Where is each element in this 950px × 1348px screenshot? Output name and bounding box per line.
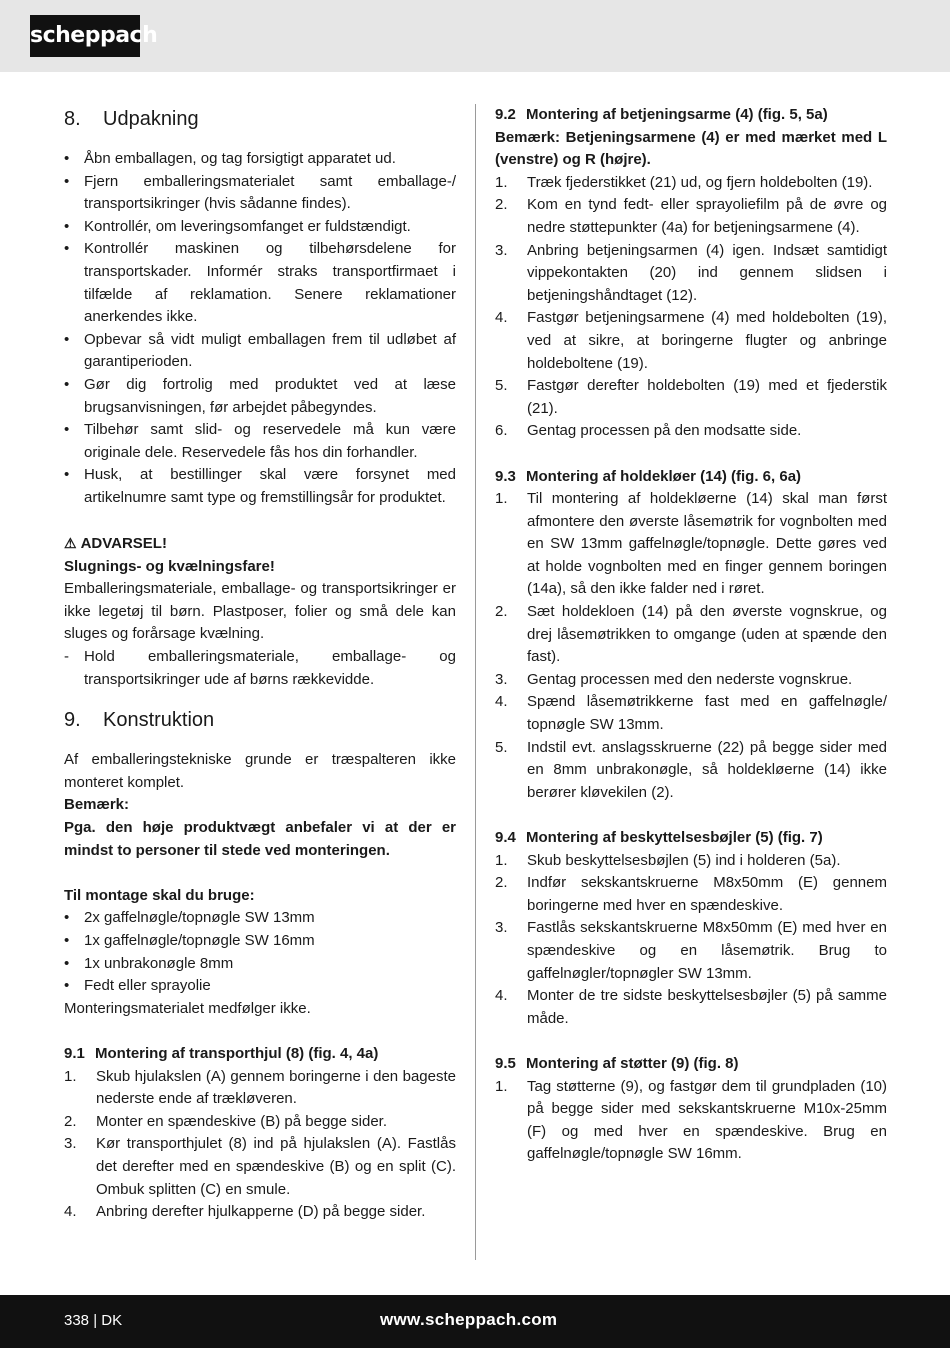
list-item: • Fedt eller sprayolie (64, 977, 211, 995)
section-9-4-steps (495, 850, 887, 1031)
section-9-intro: Af emballeringstekniske grunde er træspalteren ikke monteret komplet. (64, 751, 456, 791)
list-item: 3. Fastlås sekskantskruerne M8x50mm (E) med hver en spændeskive og en låsemøtrik. Brug to gaffelnøgler/topnøgler SW 13mm. (495, 919, 887, 982)
warning-list (64, 646, 456, 691)
list-item: 6. Gentag processen på den modsatte side. (495, 422, 802, 440)
list-item: • 2x gaffelnøgle/topnøgle SW 13mm (64, 909, 315, 927)
section-9-1-heading: 9.1 Montering af transporthjul (8) (fig. 4, 4a) (64, 1044, 379, 1062)
left-column (64, 104, 456, 1224)
website-link[interactable]: www.scheppach.com (380, 1310, 558, 1329)
list-item: • Husk, at bestillinger skal være forsynet med artikelnumre samt type og fremstillingsår for produktet. (64, 466, 456, 506)
list-item: • Tilbehør samt slid- og reservedele må kun være originale dele. Reservedele fås hos din forhandler. (64, 421, 456, 461)
list-item: - Hold emballeringsmateriale, emballage- og transportsikringer ude af børns rækkevidde. (64, 648, 456, 688)
warning-subtitle: Slugnings- og kvælningsfare! (64, 557, 275, 575)
list-item: • Opbevar så vidt muligt emballagen frem til udløbet af garantiperioden. (64, 330, 456, 371)
list-item: 3. Anbring betjeningsarmen (4) igen. Indsæt samtidigt vippekontakten (20) ind gennem slidsen i betjeningshåndtaget (12). (495, 241, 887, 304)
list-item: 4. Anbring derefter hjulkapperne (D) på begge sider. (64, 1203, 426, 1221)
section-9-5-heading: 9.5 Montering af støtter (9) (fig. 8) (495, 1054, 739, 1072)
list-item: • 1x unbrakonøgle 8mm (64, 954, 234, 972)
list-item: 1. Skub hjulakslen (A) gennem boringerne i den bageste nederste ende af trækløveren. (64, 1067, 456, 1108)
section-9-3-steps (495, 488, 887, 804)
section-9-3-heading: 9.3 Montering af holdekløer (14) (fig. 6, 6a) (495, 467, 802, 485)
page-number: 338 | DK (64, 1312, 123, 1329)
list-item: 3. Gentag processen med den nederste vognskrue. (495, 670, 853, 688)
list-item: 4. Spænd låsemøtrikkerne fast med en gaffelnøgle/ topnøgle SW 13mm. (495, 693, 887, 734)
note-label: Bemærk: (64, 796, 130, 814)
right-column (495, 104, 887, 1166)
tools-note: Monteringsmaterialet medfølger ikke. (64, 999, 311, 1017)
tools-list (64, 907, 456, 997)
section-9-4-heading: 9.4 Montering af beskyttelsesbøjler (5) (fig. 7) (495, 829, 823, 846)
column-divider (475, 104, 476, 1260)
scheppach-logo: scheppach (30, 15, 140, 57)
unpacking-list (64, 148, 456, 510)
list-item: 2. Monter en spændeskive (B) på begge sider. (64, 1112, 387, 1130)
warning-triangle-icon: ⚠ (64, 535, 77, 552)
section-8-heading: 8. Udpakning (64, 108, 199, 130)
list-item: 2. Kom en tynd fedt- eller sprayoliefilm på de øvre og nedre støttepunkter (4a) for betjeningsarmene (4). (495, 196, 887, 236)
list-item: 1. Til montering af holdekløerne (14) skal man først afmontere den øverste låsemøtrik for vognbolten med en SW 13mm gaffelnøgle/topnøgle. Dette gøres ved at holde vognbolten med en finger gennem boringen (14a), så den ikke falder ned i røret. (495, 490, 887, 598)
list-item: 3. Kør transporthjulet (8) ind på hjulakslen (A). Fastlås det derefter med en spændeskive (B) og en split (C). Ombuk splitten (C) en smule. (64, 1135, 456, 1198)
section-9-heading: 9. Konstruktion (64, 709, 215, 732)
list-item: • Åbn emballagen, og tag forsigtigt apparatet ud. (64, 150, 396, 167)
list-item: • 1x gaffelnøgle/topnøgle SW 16mm (64, 932, 315, 949)
list-item: 5. Fastgør derefter holdebolten (19) med et fjederstik (21). (495, 377, 887, 417)
list-item: 1. Træk fjederstikket (21) ud, og fjern holdebolten (19). (495, 173, 873, 191)
list-item: 1. Skub beskyttelsesbøjlen (5) ind i holderen (5a). (495, 851, 841, 869)
tools-title: Til montage skal du bruge: (64, 886, 255, 904)
list-item: 1. Tag støtterne (9), og fastgør dem til grundpladen (10) på begge sider med sekskantskruerne M10x-25mm (F) og med hver en spændeskive. Brug en gaffelnøgle/topnøgle SW 16mm. (495, 1077, 887, 1163)
section-9-5-steps (495, 1076, 887, 1166)
list-item: 2. Sæt holdekloen (14) på den øverste vognskrue, og drej låsemøtrikken to omgange (uden at spænde den fast). (495, 603, 887, 666)
warning-title: ⚠ ADVARSEL! (64, 532, 456, 556)
list-item: 4. Fastgør betjeningsarmene (4) med holdebolten (19), ved at sikre, at boringerne flugter og anbringe holdeboltene (19). (495, 309, 887, 372)
section-9-1-steps (64, 1066, 456, 1224)
page-footer (0, 1295, 950, 1348)
section-9-2-heading: 9.2 Montering af betjeningsarme (4) (fig. 5, 5a) (495, 106, 828, 123)
list-item: 2. Indfør sekskantskruerne M8x50mm (E) gennem boringerne med hver en spændeskive. (495, 874, 887, 914)
list-item: • Kontrollér maskinen og tilbehørsdelene for transportskader. Informér straks transportfirmaet i tilfælde af reklamation. Senere reklamationer anerkendes ikke. (64, 240, 456, 326)
warning-text: Emballeringsmateriale, emballage- og transportsikringer er ikke legetøj til børn. Plastposer, folier og små dele kan sluges og forårsage kvælning. (64, 580, 456, 643)
note-text: Pga. den høje produktvægt anbefaler vi at der er mindst to personer til stede ved monteringen. (64, 819, 456, 859)
section-9-2-note: Bemærk: Betjeningsarmene (4) er med mærket med L (venstre) og R (højre). (495, 128, 887, 169)
page-header (0, 0, 950, 72)
list-item: • Gør dig fortrolig med produktet ved at læse brugsanvisningen, før arbejdet påbegyndes. (64, 375, 456, 416)
list-item: • Kontrollér, om leveringsomfanget er fuldstændigt. (64, 217, 411, 235)
section-9-2-steps (495, 172, 887, 443)
list-item: 4. Monter de tre sidste beskyttelsesbøjler (5) på samme måde. (495, 987, 887, 1027)
list-item: 5. Indstil evt. anslagsskruerne (22) på begge sider med en 8mm unbrakonøgle, så holdekløerne (14) ikke berører kløvekilen (2). (495, 738, 887, 801)
list-item: • Fjern emballeringsmaterialet samt emballage-/ transportsikringer (hvis sådanne findes). (64, 172, 456, 213)
